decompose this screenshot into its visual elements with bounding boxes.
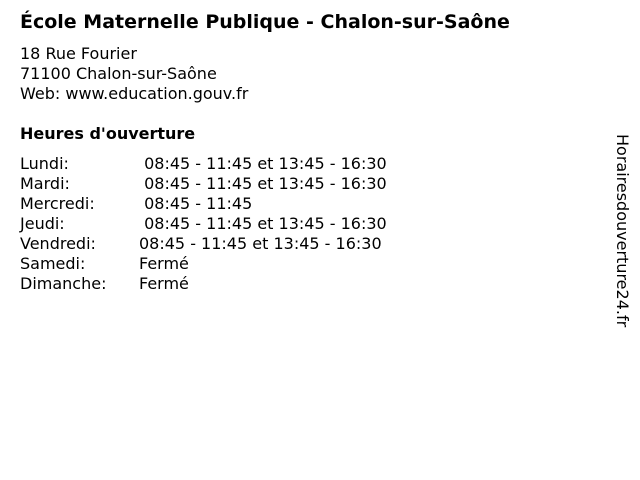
hours-row-monday bbox=[20, 154, 387, 174]
hours-row-wednesday bbox=[20, 194, 387, 214]
day-label: Mardi: bbox=[20, 174, 70, 193]
page-title: École Maternelle Publique - Chalon-sur-Saône bbox=[20, 11, 510, 33]
website-link[interactable]: Web: www.education.gouv.fr bbox=[20, 84, 249, 103]
address-block bbox=[20, 44, 248, 104]
day-label: Lundi: bbox=[20, 154, 69, 173]
hours-heading: Heures d'ouverture bbox=[20, 124, 196, 143]
time-value: 08:45 - 11:45 et 13:45 - 16:30 bbox=[139, 154, 387, 173]
hours-row-saturday bbox=[20, 254, 387, 274]
day-label: Vendredi: bbox=[20, 234, 96, 253]
city-address: 71100 Chalon-sur-Saône bbox=[20, 64, 217, 83]
hours-row-tuesday bbox=[20, 174, 387, 194]
time-value: 08:45 - 11:45 bbox=[139, 194, 253, 213]
side-brand-watermark: Horairesdouverture24.fr bbox=[613, 134, 632, 328]
time-value: 08:45 - 11:45 et 13:45 - 16:30 bbox=[139, 174, 387, 193]
day-label: Mercredi: bbox=[20, 194, 95, 213]
time-value: 08:45 - 11:45 et 13:45 - 16:30 bbox=[139, 234, 382, 253]
hours-row-friday bbox=[20, 234, 387, 254]
hours-row-sunday bbox=[20, 274, 387, 294]
time-value: Fermé bbox=[139, 274, 189, 293]
day-label: Jeudi: bbox=[20, 214, 65, 233]
street-address: 18 Rue Fourier bbox=[20, 44, 137, 63]
time-value: Fermé bbox=[139, 254, 189, 273]
hours-row-thursday bbox=[20, 214, 387, 234]
day-label: Dimanche: bbox=[20, 274, 107, 293]
hours-table bbox=[20, 154, 387, 294]
day-label: Samedi: bbox=[20, 254, 86, 273]
time-value: 08:45 - 11:45 et 13:45 - 16:30 bbox=[139, 214, 387, 233]
